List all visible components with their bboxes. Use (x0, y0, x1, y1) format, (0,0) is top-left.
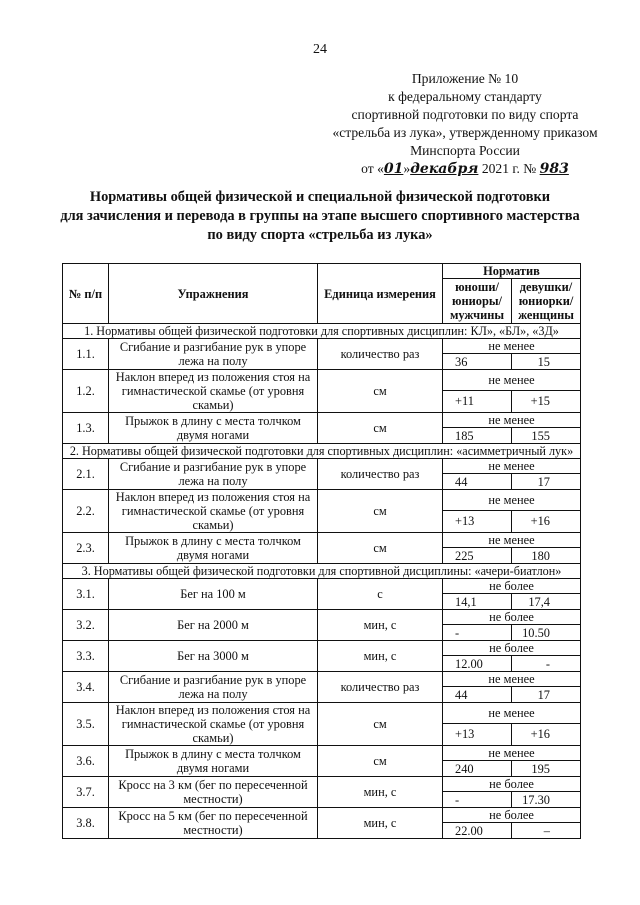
row-condition: не более (443, 610, 581, 625)
handwritten-month: декабря (410, 161, 479, 177)
table-row (63, 579, 581, 594)
row-condition: не менее (443, 339, 581, 354)
value-female: 155 (512, 428, 581, 444)
row-number: 3.4. (63, 672, 109, 703)
value-female: 17 (512, 474, 581, 490)
row-unit: мин, с (318, 641, 443, 672)
table-row (63, 746, 581, 761)
row-condition: не менее (443, 672, 581, 687)
row-unit: см (318, 746, 443, 777)
section-row (63, 324, 581, 339)
row-exercise: Наклон вперед из положения стоя на гимнастической скамье (от уровня скамьи) (109, 490, 318, 533)
row-unit: см (318, 370, 443, 413)
section-title: 2. Нормативы общей физической подготовки для спортивных дисциплин: «асимметричный лук» (63, 444, 581, 459)
approval-line-1: Приложение № 10 (411, 71, 519, 86)
header-female: девушки/ юниорки/ женщины (512, 279, 581, 324)
section-title: 3. Нормативы общей физической подготовки для спортивной дисциплины: «ачери-биатлон» (63, 564, 581, 579)
row-condition: не менее (443, 490, 581, 511)
value-female: 10.50 (512, 625, 581, 641)
value-female: 17,4 (512, 594, 581, 610)
row-exercise: Сгибание и разгибание рук в упоре лежа на полу (109, 459, 318, 490)
row-number: 3.7. (63, 777, 109, 808)
table-row (63, 370, 581, 391)
row-number: 1.2. (63, 370, 109, 413)
value-male: +13 (443, 723, 512, 745)
page-number: 24 (313, 42, 327, 57)
row-condition: не менее (443, 746, 581, 761)
row-unit: количество раз (318, 672, 443, 703)
table-row (63, 459, 581, 474)
date-year: 2021 г. № (481, 161, 537, 176)
value-male: 240 (443, 761, 512, 777)
table-row (63, 413, 581, 428)
row-number: 3.6. (63, 746, 109, 777)
row-unit: количество раз (318, 339, 443, 370)
row-exercise: Прыжок в длину с места толчком двумя ногами (109, 746, 318, 777)
row-unit: см (318, 703, 443, 746)
row-condition: не более (443, 777, 581, 792)
row-unit: количество раз (318, 459, 443, 490)
value-male: +13 (443, 510, 512, 532)
row-condition: не более (443, 641, 581, 656)
approval-line-2: к федеральному стандарту (388, 89, 542, 104)
row-exercise: Бег на 3000 м (109, 641, 318, 672)
value-female: +16 (512, 510, 581, 532)
row-condition: не менее (443, 413, 581, 428)
value-male: 22.00 (443, 823, 512, 839)
table-row (63, 490, 581, 511)
row-unit: мин, с (318, 777, 443, 808)
date-mid: » (403, 161, 411, 176)
value-male: 36 (443, 354, 512, 370)
row-condition: не менее (443, 703, 581, 724)
row-exercise: Кросс на 5 км (бег по пересеченной местности) (109, 808, 318, 839)
row-exercise: Сгибание и разгибание рук в упоре лежа на полу (109, 672, 318, 703)
approval-line-4: «стрельба из лука», утвержденному приказом (332, 125, 598, 140)
approval-line-3: спортивной подготовки по виду спорта (351, 107, 579, 122)
row-unit: см (318, 533, 443, 564)
row-unit: см (318, 490, 443, 533)
header-unit: Единица измерения (318, 264, 443, 324)
table-row (63, 777, 581, 792)
row-exercise: Кросс на 3 км (бег по пересеченной местности) (109, 777, 318, 808)
row-number: 3.5. (63, 703, 109, 746)
value-female: 195 (512, 761, 581, 777)
row-number: 2.3. (63, 533, 109, 564)
approval-line-5: Минспорта России (410, 143, 520, 158)
value-female: – (512, 823, 581, 839)
row-exercise: Наклон вперед из положения стоя на гимнастической скамье (от уровня скамьи) (109, 703, 318, 746)
value-female: 180 (512, 548, 581, 564)
date-prefix: от « (361, 161, 384, 176)
title-line-3: по виду спорта «стрельба из лука» (207, 227, 433, 243)
table-row (63, 672, 581, 687)
table-row (63, 533, 581, 548)
row-exercise: Наклон вперед из положения стоя на гимнастической скамье (от уровня скамьи) (109, 370, 318, 413)
row-number: 3.1. (63, 579, 109, 610)
row-condition: не менее (443, 533, 581, 548)
section-row (63, 564, 581, 579)
value-female: 17.30 (512, 792, 581, 808)
value-male: - (443, 792, 512, 808)
title-line-2: для зачисления и перевода в группы на этапе высшего спортивного мастерства (60, 208, 580, 224)
value-female: 15 (512, 354, 581, 370)
table-body (63, 324, 581, 839)
row-number: 1.3. (63, 413, 109, 444)
value-male: 44 (443, 687, 512, 703)
value-male: - (443, 625, 512, 641)
value-female: +16 (512, 723, 581, 745)
row-condition: не менее (443, 459, 581, 474)
row-unit: с (318, 579, 443, 610)
row-condition: не более (443, 579, 581, 594)
row-exercise: Прыжок в длину с места толчком двумя ногами (109, 413, 318, 444)
section-row (63, 444, 581, 459)
value-male: 44 (443, 474, 512, 490)
value-female: 17 (512, 687, 581, 703)
norms-table (62, 263, 581, 839)
approval-date-line (300, 160, 630, 178)
row-number: 2.2. (63, 490, 109, 533)
document-title (60, 188, 580, 245)
row-exercise: Бег на 2000 м (109, 610, 318, 641)
header-male: юноши/ юниоры/ мужчины (443, 279, 512, 324)
header-num: № п/п (63, 264, 109, 324)
table-row (63, 808, 581, 823)
value-male: +11 (443, 390, 512, 412)
header-exercise: Упражнения (109, 264, 318, 324)
row-number: 3.2. (63, 610, 109, 641)
value-male: 14,1 (443, 594, 512, 610)
row-number: 3.8. (63, 808, 109, 839)
row-exercise: Прыжок в длину с места толчком двумя ногами (109, 533, 318, 564)
table-row (63, 610, 581, 625)
value-female: - (512, 656, 581, 672)
row-number: 3.3. (63, 641, 109, 672)
row-unit: мин, с (318, 808, 443, 839)
handwritten-number: 983 (539, 161, 569, 177)
table-row (63, 339, 581, 354)
value-male: 185 (443, 428, 512, 444)
row-unit: мин, с (318, 610, 443, 641)
value-male: 225 (443, 548, 512, 564)
table-row (63, 641, 581, 656)
row-condition: не менее (443, 370, 581, 391)
section-title: 1. Нормативы общей физической подготовки для спортивных дисциплин: КЛ», «БЛ», «3Д» (63, 324, 581, 339)
table-row (63, 703, 581, 724)
row-exercise: Бег на 100 м (109, 579, 318, 610)
handwritten-day: 01 (383, 161, 404, 177)
title-line-1: Нормативы общей физической и специальной физической подготовки (89, 189, 551, 205)
row-exercise: Сгибание и разгибание рук в упоре лежа на полу (109, 339, 318, 370)
value-female: +15 (512, 390, 581, 412)
row-number: 1.1. (63, 339, 109, 370)
row-condition: не более (443, 808, 581, 823)
approval-block (300, 70, 630, 178)
header-norm: Норматив (443, 264, 581, 279)
row-number: 2.1. (63, 459, 109, 490)
value-male: 12.00 (443, 656, 512, 672)
row-unit: см (318, 413, 443, 444)
